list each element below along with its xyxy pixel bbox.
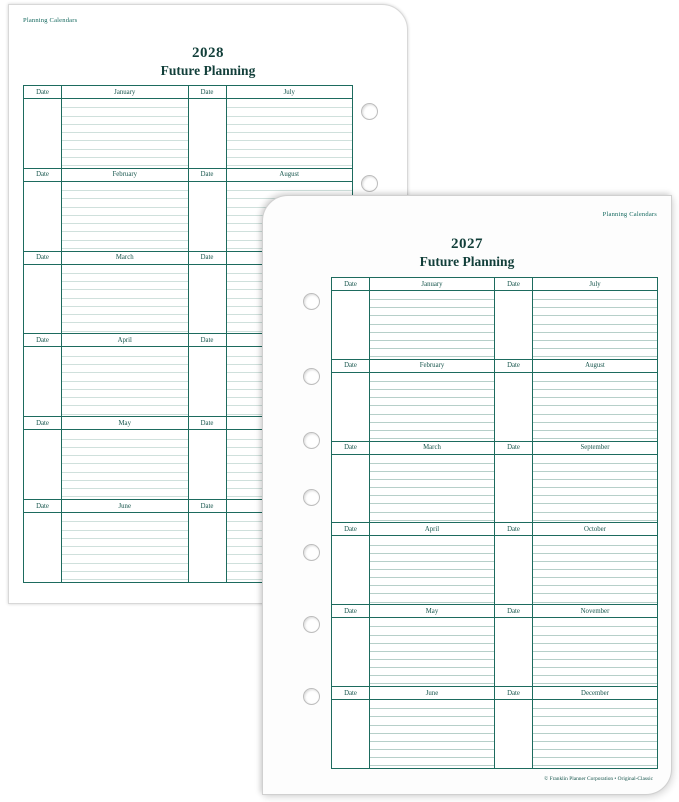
date-column[interactable] (495, 618, 533, 686)
write-area[interactable] (332, 700, 494, 768)
write-area[interactable] (332, 455, 494, 523)
write-area[interactable] (495, 618, 657, 686)
ruled-lines[interactable] (370, 455, 494, 523)
month-cell-april (24, 334, 189, 416)
ruled-lines[interactable] (533, 373, 657, 441)
month-header (495, 523, 657, 536)
page-subtitle: Future Planning (419, 254, 515, 269)
front-planner-page (262, 195, 672, 795)
write-area[interactable] (495, 536, 657, 604)
write-area[interactable] (332, 536, 494, 604)
date-column[interactable] (24, 182, 62, 251)
month-header (495, 360, 657, 373)
date-column-header: Date (332, 523, 370, 535)
date-column[interactable] (189, 99, 227, 168)
date-column[interactable] (495, 700, 533, 768)
date-column-header: Date (24, 334, 62, 346)
date-column[interactable] (332, 536, 370, 604)
month-label: January (421, 280, 443, 288)
month-cell-june (24, 500, 189, 582)
month-cell-july (189, 86, 353, 168)
month-label: March (115, 254, 134, 262)
month-label: April (424, 525, 440, 533)
date-column-header: Date (24, 417, 62, 429)
date-column-header: Date (495, 278, 533, 290)
month-header (24, 500, 188, 513)
punch-hole (303, 293, 320, 310)
write-area[interactable] (495, 291, 657, 359)
date-column[interactable] (24, 513, 62, 582)
month-header (24, 86, 188, 99)
date-column[interactable] (24, 99, 62, 168)
month-header (495, 442, 657, 455)
punch-hole (303, 432, 320, 449)
date-column-header: Date (189, 417, 227, 429)
ruled-lines[interactable] (62, 347, 188, 416)
date-column-header: Date (24, 86, 62, 98)
month-header (495, 605, 657, 618)
date-column[interactable] (24, 265, 62, 334)
month-cell-november (495, 605, 657, 686)
month-label: February (112, 171, 138, 179)
table-row (332, 687, 657, 768)
month-label: June (425, 689, 439, 697)
date-column[interactable] (332, 700, 370, 768)
ruled-lines[interactable] (533, 536, 657, 604)
date-column[interactable] (189, 513, 227, 582)
ruled-lines[interactable] (533, 700, 657, 768)
date-column[interactable] (495, 373, 533, 441)
month-header (495, 687, 657, 700)
page-subtitle: Future Planning (160, 63, 256, 78)
date-column-header: Date (24, 252, 62, 264)
date-column-header: Date (189, 169, 227, 181)
date-column[interactable] (24, 347, 62, 416)
date-column[interactable] (189, 182, 227, 251)
month-cell-december (495, 687, 657, 768)
table-row (24, 86, 352, 169)
month-cell-september (495, 442, 657, 523)
month-cell-august (495, 360, 657, 441)
date-column[interactable] (24, 430, 62, 499)
ruled-lines[interactable] (62, 99, 188, 168)
date-column-header: Date (495, 605, 533, 617)
date-column-header: Date (24, 169, 62, 181)
month-label: October (584, 525, 606, 533)
month-cell-january (24, 86, 189, 168)
punch-hole (303, 544, 320, 561)
month-label: June (118, 502, 131, 510)
ruled-lines[interactable] (62, 182, 188, 251)
table-row (332, 278, 657, 360)
punch-hole (361, 103, 378, 120)
month-header (24, 169, 188, 182)
table-row (332, 360, 657, 442)
ruled-lines[interactable] (370, 618, 494, 686)
write-area[interactable] (189, 99, 353, 168)
punch-hole (303, 368, 320, 385)
month-header (332, 278, 494, 291)
month-label: August (279, 171, 300, 179)
month-label: April (117, 336, 132, 344)
date-column[interactable] (332, 291, 370, 359)
month-header (24, 417, 188, 430)
write-area[interactable] (24, 99, 188, 168)
date-column[interactable] (332, 373, 370, 441)
date-column-header: Date (495, 687, 533, 699)
write-area[interactable] (495, 700, 657, 768)
table-row (332, 605, 657, 687)
month-header (495, 278, 657, 291)
punch-hole (303, 616, 320, 633)
write-area[interactable] (332, 373, 494, 441)
month-header (332, 360, 494, 373)
table-row (332, 442, 657, 524)
month-label: January (114, 88, 136, 96)
date-column-header: Date (332, 442, 370, 454)
write-area[interactable] (332, 618, 494, 686)
date-column-header: Date (189, 252, 227, 264)
month-header (332, 687, 494, 700)
page-corner-label: Planning Calendars (602, 211, 657, 218)
month-header (189, 86, 353, 99)
month-label: February (419, 362, 445, 370)
page-title (263, 236, 671, 270)
page-title (9, 45, 407, 79)
month-cell-march (24, 252, 189, 334)
month-header (332, 523, 494, 536)
date-column-header: Date (24, 500, 62, 512)
copyright-footer: © Franklin Planner Corporation • Original-Classic (544, 776, 653, 782)
month-header (24, 334, 188, 347)
write-area[interactable] (24, 347, 188, 416)
page-corner-label: Planning Calendars (23, 17, 78, 24)
month-label: May (118, 419, 131, 427)
month-cell-january (332, 278, 495, 359)
month-cell-march (332, 442, 495, 523)
ruled-lines[interactable] (533, 291, 657, 359)
ruled-lines[interactable] (62, 513, 188, 582)
ruled-lines[interactable] (533, 618, 657, 686)
ruled-lines[interactable] (370, 536, 494, 604)
ruled-lines[interactable] (62, 430, 188, 499)
month-cell-july (495, 278, 657, 359)
date-column[interactable] (495, 291, 533, 359)
punch-hole (361, 175, 378, 192)
date-column[interactable] (189, 265, 227, 334)
month-label: July (283, 88, 295, 96)
ruled-lines[interactable] (370, 373, 494, 441)
write-area[interactable] (495, 373, 657, 441)
punch-hole (303, 688, 320, 705)
month-cell-february (332, 360, 495, 441)
punch-hole (303, 489, 320, 506)
date-column-header: Date (189, 334, 227, 346)
month-header (24, 252, 188, 265)
month-label: November (580, 607, 610, 615)
date-column-header: Date (332, 605, 370, 617)
date-column[interactable] (332, 455, 370, 523)
write-area[interactable] (24, 265, 188, 334)
write-area[interactable] (24, 430, 188, 499)
month-cell-may (24, 417, 189, 499)
month-header (189, 169, 353, 182)
month-label: September (580, 444, 610, 452)
date-column[interactable] (189, 430, 227, 499)
table-row (332, 523, 657, 605)
date-column[interactable] (332, 618, 370, 686)
ruled-lines[interactable] (370, 700, 494, 768)
write-area[interactable] (495, 455, 657, 523)
month-cell-may (332, 605, 495, 686)
month-header (332, 605, 494, 618)
month-cell-june (332, 687, 495, 768)
month-label: December (581, 689, 609, 697)
date-column-header: Date (495, 442, 533, 454)
month-label: August (585, 362, 605, 370)
date-column-header: Date (189, 500, 227, 512)
write-area[interactable] (332, 291, 494, 359)
page-year: 2027 (451, 236, 483, 252)
month-cell-october (495, 523, 657, 604)
future-planning-grid-2027 (331, 277, 658, 769)
page-year: 2028 (192, 45, 224, 61)
write-area[interactable] (24, 513, 188, 582)
date-column-header: Date (332, 687, 370, 699)
month-cell-april (332, 523, 495, 604)
date-column-header: Date (189, 86, 227, 98)
ruled-lines[interactable] (370, 291, 494, 359)
ruled-lines[interactable] (62, 265, 188, 334)
date-column-header: Date (495, 523, 533, 535)
month-label: July (589, 280, 601, 288)
write-area[interactable] (24, 182, 188, 251)
date-column[interactable] (189, 347, 227, 416)
month-cell-february (24, 169, 189, 251)
date-column-header: Date (495, 360, 533, 372)
ruled-lines[interactable] (227, 99, 353, 168)
month-label: March (423, 444, 441, 452)
date-column-header: Date (332, 278, 370, 290)
date-column-header: Date (332, 360, 370, 372)
date-column[interactable] (495, 536, 533, 604)
ruled-lines[interactable] (533, 455, 657, 523)
month-header (332, 442, 494, 455)
date-column[interactable] (495, 455, 533, 523)
month-label: May (425, 607, 439, 615)
